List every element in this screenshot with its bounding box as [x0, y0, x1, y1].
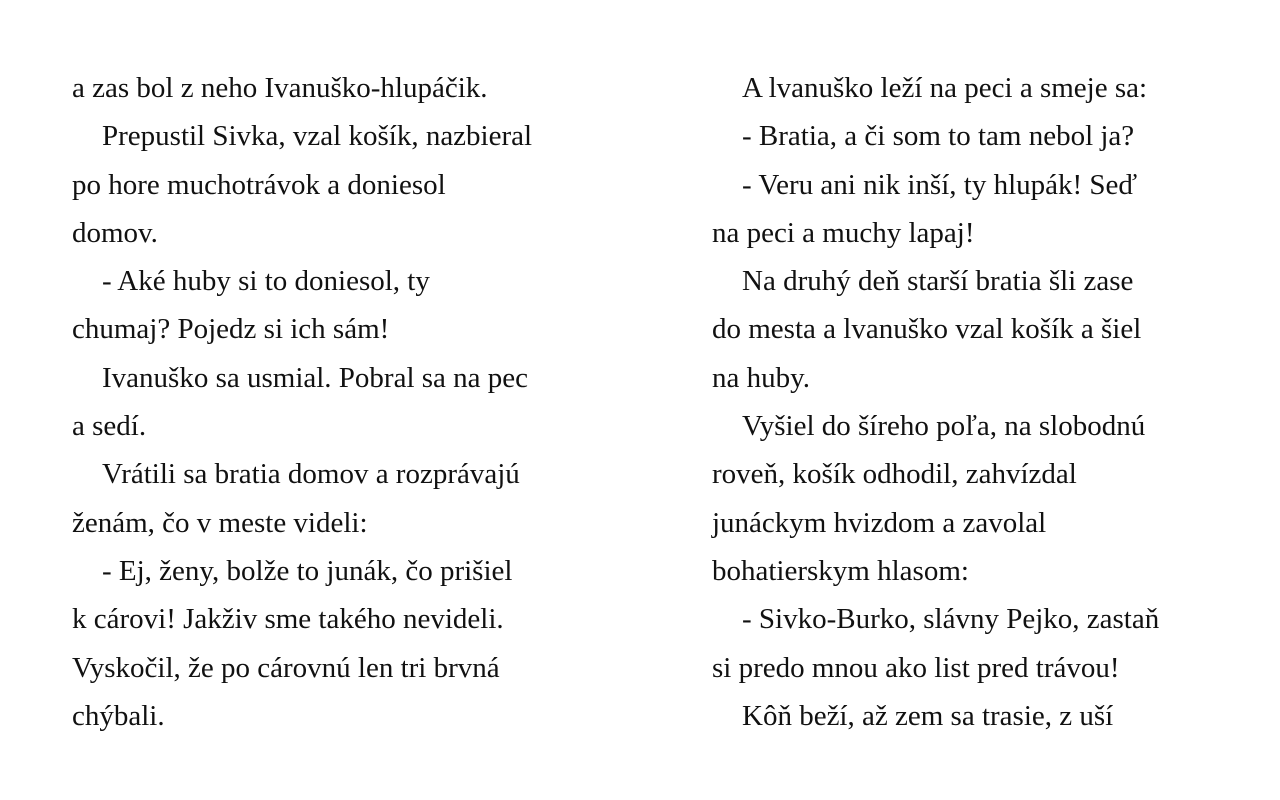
right-page-text-line: - Sivko-Burko, slávny Pejko, zastaň [742, 603, 1160, 636]
left-page [72, 64, 612, 740]
left-page-text-line: domov. [72, 216, 158, 249]
right-page-text-line: - Veru ani nik inší, ty hlupák! Seď [742, 168, 1138, 201]
right-page-text-line: A lvanuško leží na peci a smeje sa: [742, 72, 1148, 104]
left-page-text-line: Vrátili sa bratia domov a rozprávajú [102, 458, 520, 491]
right-page-text-line: na peci a muchy lapaj! [712, 216, 975, 249]
left-page-text-line: - Aké huby si to doniesol, ty [102, 265, 430, 298]
left-page-text-line: chýbali. [72, 699, 165, 732]
left-page-text-line: po hore muchotrávok a doniesol [72, 168, 446, 201]
left-page-text-line: chumaj? Pojedz si ich sám! [72, 313, 390, 346]
right-page-text-line: roveň, košík odhodil, zahvízdal [712, 458, 1077, 491]
left-page-text-line: - Ej, ženy, bolže to junák, čo prišiel [102, 554, 513, 587]
left-page-text-line: a zas bol z neho Ivanuško-hlupáčik. [72, 72, 488, 104]
left-page-text-line: Prepustil Sivka, vzal košík, nazbieral [102, 120, 533, 153]
left-page-text-line: k cárovi! Jakživ sme takého nevideli. [72, 603, 504, 636]
right-page-text-line: bohatierskym hlasom: [712, 554, 969, 587]
right-page-text-line: si predo mnou ako list pred trávou! [712, 651, 1120, 684]
left-page-text-line: ženám, čo v meste videli: [72, 506, 368, 539]
right-page-text-line: Vyšiel do šíreho poľa, na slobodnú [742, 410, 1146, 443]
right-page-text-line: Na druhý deň starší bratia šli zase [742, 265, 1134, 298]
left-page-text-line: Vyskočil, že po cárovnú len tri brvná [72, 651, 500, 684]
right-page-text-line: do mesta a lvanuško vzal košík a šiel [712, 313, 1142, 346]
right-page-text-line: Kôň beží, až zem sa trasie, z uší [742, 699, 1114, 732]
right-page-text-line: junáckym hvizdom a zavolal [712, 506, 1047, 539]
right-page-text-line: - Bratia, a či som to tam nebol ja? [742, 120, 1135, 153]
left-page-text-line: a sedí. [72, 410, 147, 443]
right-page [712, 64, 1252, 740]
left-page-text-line: Ivanuško sa usmial. Pobral sa na pec [102, 361, 529, 394]
right-page-text-line: na huby. [712, 361, 810, 394]
